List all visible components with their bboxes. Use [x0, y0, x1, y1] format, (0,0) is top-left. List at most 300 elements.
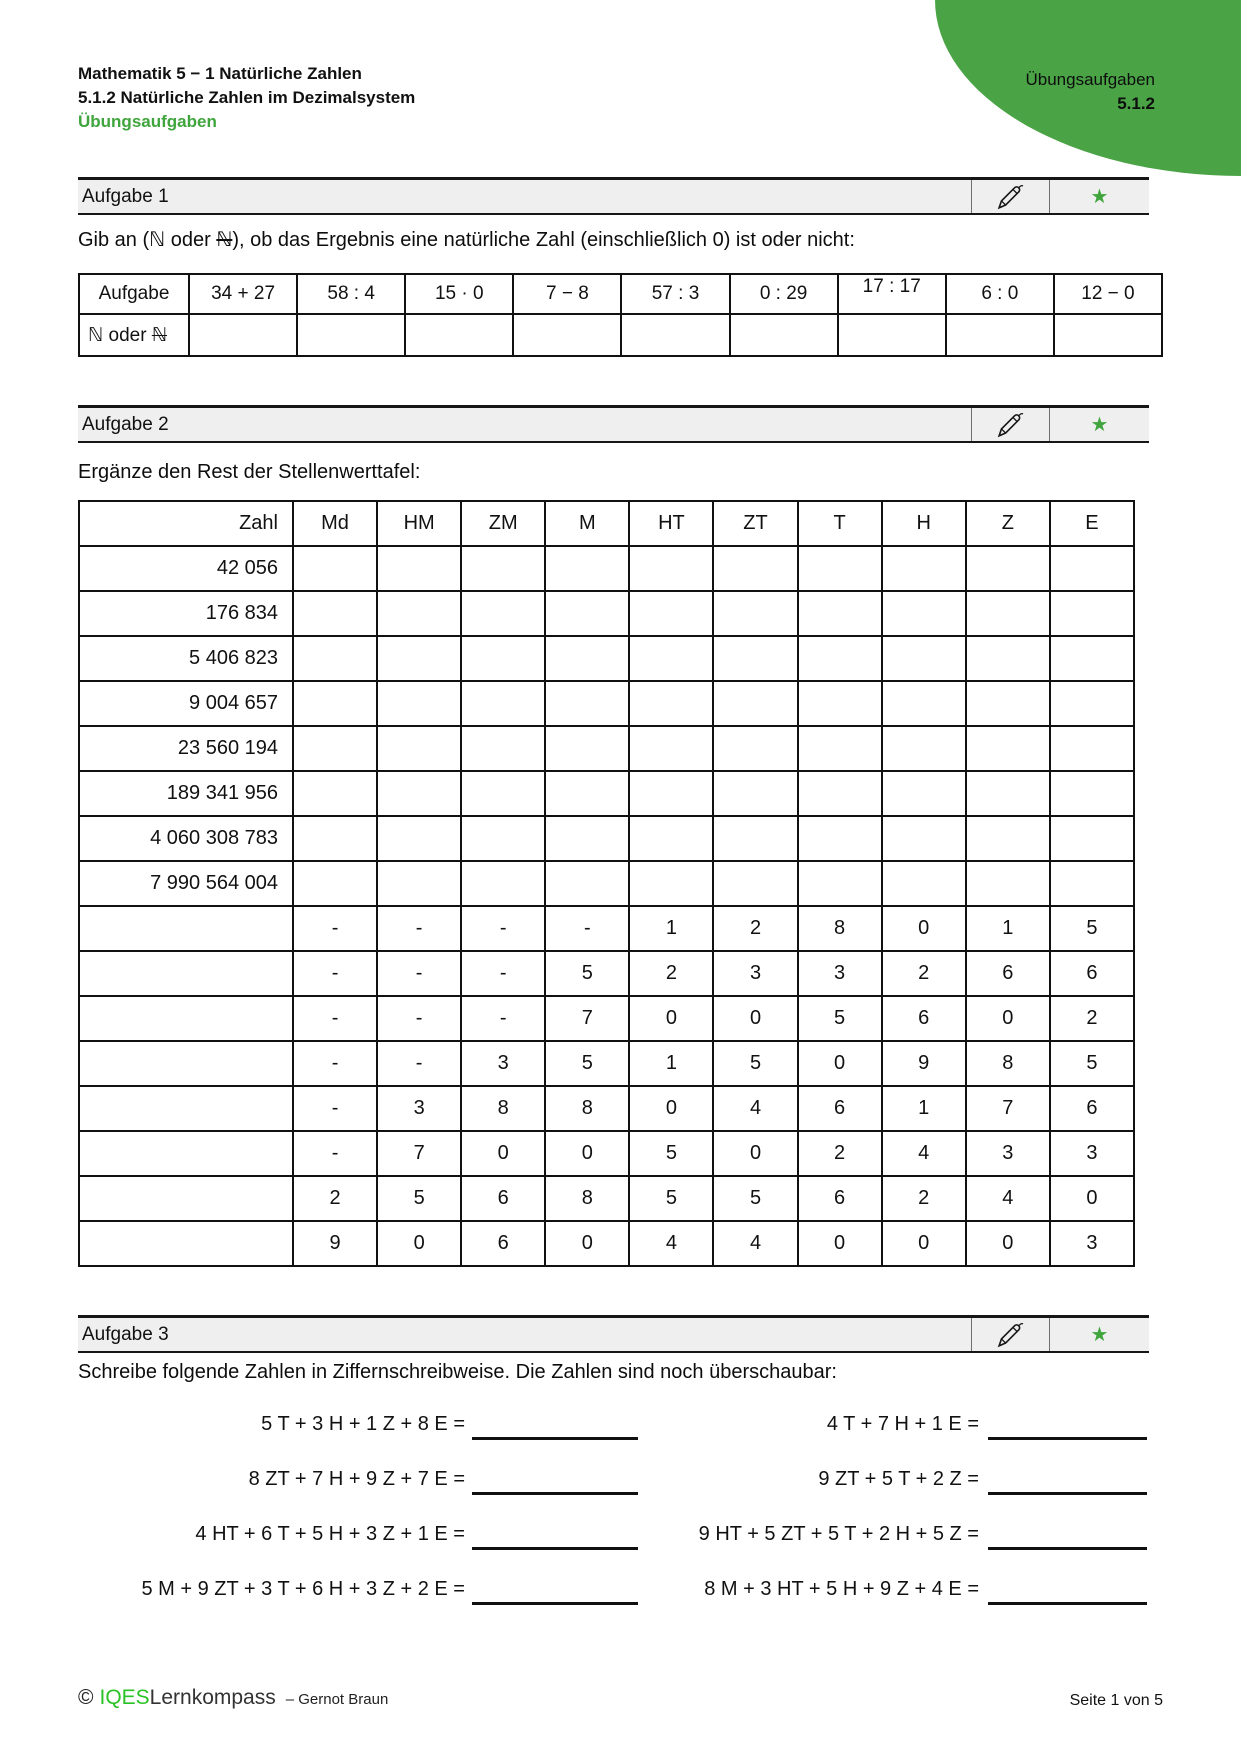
empty-digit-cell: [629, 546, 713, 591]
place-value-header-cell: M: [545, 501, 629, 546]
digit-cell: 5: [798, 996, 882, 1041]
empty-digit-cell: [461, 591, 545, 636]
digit-cell: 9: [293, 1221, 377, 1266]
task1-header-text: 58 : 4: [327, 283, 375, 304]
exercise-row: [78, 1463, 1147, 1518]
empty-zahl-cell: [79, 1041, 293, 1086]
task1-header-text: 0 : 29: [759, 283, 808, 304]
table-row: [79, 1176, 1134, 1221]
empty-digit-cell: [629, 861, 713, 906]
empty-digit-cell: [377, 726, 461, 771]
empty-digit-cell: [293, 816, 377, 861]
digit-cell: 6: [461, 1176, 545, 1221]
empty-digit-cell: [882, 861, 966, 906]
place-value-header-row: [79, 501, 1134, 546]
empty-digit-cell: [713, 636, 797, 681]
star-icon: ★: [1049, 1318, 1149, 1351]
table-row: [79, 591, 1134, 636]
digit-cell: -: [377, 951, 461, 996]
empty-digit-cell: [966, 861, 1050, 906]
place-value-header-cell: ZT: [713, 501, 797, 546]
task1-header-cell: [79, 274, 189, 314]
empty-digit-cell: [966, 771, 1050, 816]
digit-cell: 0: [545, 1131, 629, 1176]
empty-digit-cell: [545, 546, 629, 591]
table-row: [79, 951, 1134, 996]
digit-cell: 0: [461, 1131, 545, 1176]
task1-header-text: 57 : 3: [651, 283, 700, 304]
natural-numbers-symbol: ℕ: [149, 229, 166, 251]
task1-answer-cell: [405, 314, 513, 356]
digit-cell: 7: [377, 1131, 461, 1176]
empty-digit-cell: [293, 636, 377, 681]
empty-digit-cell: [882, 681, 966, 726]
task1-header-cell: [621, 274, 729, 314]
table-row: [79, 861, 1134, 906]
digit-cell: 5: [1050, 906, 1134, 951]
footer-author: – Gernot Braun: [285, 1691, 389, 1708]
digit-cell: -: [293, 1041, 377, 1086]
empty-digit-cell: [713, 726, 797, 771]
exercise-row: [78, 1408, 1147, 1463]
empty-digit-cell: [293, 546, 377, 591]
empty-digit-cell: [966, 681, 1050, 726]
digit-cell: 2: [629, 951, 713, 996]
empty-digit-cell: [798, 546, 882, 591]
task3-exercises: [78, 1408, 1147, 1628]
pencil-icon: [971, 1318, 1049, 1351]
exercise-row: [78, 1573, 1147, 1628]
place-value-header-cell: Z: [966, 501, 1050, 546]
digit-cell: -: [293, 951, 377, 996]
header-line-course: Mathematik 5 − 1 Natürliche Zahlen: [78, 64, 362, 83]
task1-instruction-suffix: ), ob das Ergebnis eine natürliche Zahl (einschließlich 0) ist oder nicht:: [232, 229, 855, 251]
digit-cell: 3: [377, 1086, 461, 1131]
digit-cell: 0: [966, 1221, 1050, 1266]
table-row: [79, 1041, 1134, 1086]
copyright-icon: ©: [78, 1686, 94, 1709]
task1-instruction-prefix: Gib an (: [78, 229, 150, 251]
empty-digit-cell: [629, 726, 713, 771]
answer-blank: [988, 1573, 1147, 1605]
exercise-left: [78, 1408, 638, 1463]
digit-cell: 0: [798, 1041, 882, 1086]
task1-header-text: Aufgabe: [98, 283, 170, 304]
empty-digit-cell: [545, 861, 629, 906]
empty-digit-cell: [545, 726, 629, 771]
not-natural-numbers-symbol: ℕ: [151, 324, 168, 346]
star-icon: ★: [1049, 180, 1149, 213]
empty-digit-cell: [461, 861, 545, 906]
empty-digit-cell: [377, 636, 461, 681]
digit-cell: 3: [713, 951, 797, 996]
empty-digit-cell: [713, 771, 797, 816]
digit-cell: -: [377, 996, 461, 1041]
task1-header-cell: [513, 274, 621, 314]
digit-cell: -: [461, 951, 545, 996]
footer-brand-rest: Lernkompass: [149, 1686, 276, 1709]
table-row: [79, 636, 1134, 681]
task1-table-answer-row: [79, 314, 1162, 356]
digit-cell: 0: [377, 1221, 461, 1266]
digit-cell: 0: [713, 996, 797, 1041]
task1-answer-cell: [513, 314, 621, 356]
digit-cell: 0: [629, 1086, 713, 1131]
digit-cell: 6: [882, 996, 966, 1041]
digit-cell: -: [293, 906, 377, 951]
place-value-header-cell: ZM: [461, 501, 545, 546]
digit-cell: 0: [629, 996, 713, 1041]
task1-header-cell: [297, 274, 405, 314]
answer-blank: [988, 1463, 1147, 1495]
empty-digit-cell: [461, 636, 545, 681]
answer-blank: [472, 1518, 638, 1550]
digit-cell: 0: [1050, 1176, 1134, 1221]
task1-answer-cell: [189, 314, 297, 356]
digit-cell: 1: [882, 1086, 966, 1131]
place-value-header-cell: HT: [629, 501, 713, 546]
digit-cell: 4: [966, 1176, 1050, 1221]
digit-cell: 6: [1050, 951, 1134, 996]
empty-digit-cell: [293, 591, 377, 636]
empty-digit-cell: [882, 816, 966, 861]
digit-cell: 6: [461, 1221, 545, 1266]
empty-digit-cell: [1050, 681, 1134, 726]
empty-digit-cell: [377, 771, 461, 816]
digit-cell: 2: [1050, 996, 1134, 1041]
digit-cell: -: [293, 1086, 377, 1131]
task1-answer-cell: [946, 314, 1054, 356]
place-value-header-cell: H: [882, 501, 966, 546]
digit-cell: 2: [713, 906, 797, 951]
digit-cell: 0: [882, 1221, 966, 1266]
star-icon: ★: [1049, 408, 1149, 441]
place-value-header-cell: E: [1050, 501, 1134, 546]
expression-label: 5 T + 3 H + 1 Z + 8 E =: [261, 1413, 465, 1435]
corner-label: Übungsaufgaben: [1025, 70, 1155, 89]
empty-digit-cell: [966, 546, 1050, 591]
empty-digit-cell: [713, 546, 797, 591]
digit-cell: 2: [293, 1176, 377, 1221]
exercise-right: [638, 1573, 1147, 1628]
digit-cell: 1: [629, 906, 713, 951]
exercise-right: [638, 1408, 1147, 1463]
zahl-cell: 176 834: [79, 591, 293, 636]
digit-cell: -: [377, 1041, 461, 1086]
place-value-header-cell: Md: [293, 501, 377, 546]
digit-cell: 7: [966, 1086, 1050, 1131]
empty-digit-cell: [798, 591, 882, 636]
empty-zahl-cell: [79, 1176, 293, 1221]
digit-cell: 4: [882, 1131, 966, 1176]
digit-cell: 3: [1050, 1131, 1134, 1176]
digit-cell: 8: [798, 906, 882, 951]
empty-digit-cell: [629, 681, 713, 726]
digit-cell: 9: [882, 1041, 966, 1086]
empty-digit-cell: [545, 591, 629, 636]
empty-digit-cell: [377, 546, 461, 591]
table-row: [79, 1086, 1134, 1131]
empty-digit-cell: [461, 726, 545, 771]
digit-cell: 5: [713, 1176, 797, 1221]
answer-blank: [472, 1573, 638, 1605]
task1-bar: [78, 177, 1149, 215]
empty-digit-cell: [798, 771, 882, 816]
answer-blank: [988, 1408, 1147, 1440]
task1-header-cell: [838, 274, 946, 314]
empty-digit-cell: [545, 681, 629, 726]
digit-cell: 3: [461, 1041, 545, 1086]
task3-title: Aufgabe 3: [82, 1323, 169, 1345]
place-value-table: [78, 500, 1135, 1267]
exercise-row: [78, 1518, 1147, 1573]
expression-label: 9 ZT + 5 T + 2 Z =: [818, 1468, 979, 1490]
empty-digit-cell: [713, 816, 797, 861]
header-line-chapter: 5.1.2 Natürliche Zahlen im Dezimalsystem: [78, 88, 416, 107]
footer-brand-iqes: IQES: [99, 1686, 150, 1709]
answer-blank: [472, 1463, 638, 1495]
empty-digit-cell: [461, 681, 545, 726]
answer-blank: [472, 1408, 638, 1440]
digit-cell: 5: [545, 951, 629, 996]
digit-cell: 0: [798, 1221, 882, 1266]
zahl-cell: 7 990 564 004: [79, 861, 293, 906]
task3-instruction: Schreibe folgende Zahlen in Ziffernschreibweise. Die Zahlen sind noch überschaubar:: [78, 1361, 837, 1383]
zahl-cell: 23 560 194: [79, 726, 293, 771]
empty-digit-cell: [377, 861, 461, 906]
digit-cell: 6: [966, 951, 1050, 996]
place-value-header-cell: T: [798, 501, 882, 546]
empty-digit-cell: [629, 636, 713, 681]
place-value-table-body: [79, 546, 1134, 1266]
place-value-header-cell: HM: [377, 501, 461, 546]
expression-label: 5 M + 9 ZT + 3 T + 6 H + 3 Z + 2 E =: [141, 1578, 465, 1600]
digit-cell: 3: [1050, 1221, 1134, 1266]
empty-digit-cell: [798, 861, 882, 906]
digit-cell: 3: [966, 1131, 1050, 1176]
digit-cell: 8: [966, 1041, 1050, 1086]
task3-bar: [78, 1315, 1149, 1353]
corner-code: 5.1.2: [1117, 94, 1155, 113]
empty-digit-cell: [293, 726, 377, 771]
digit-cell: 4: [713, 1086, 797, 1131]
digit-cell: 2: [882, 1176, 966, 1221]
zahl-cell: 42 056: [79, 546, 293, 591]
digit-cell: 8: [545, 1176, 629, 1221]
natural-numbers-symbol: ℕ: [88, 324, 104, 346]
exercise-right: [638, 1518, 1147, 1573]
empty-digit-cell: [545, 771, 629, 816]
empty-digit-cell: [377, 681, 461, 726]
task1-header-cell: [189, 274, 297, 314]
digit-cell: 5: [629, 1131, 713, 1176]
task1-header-cell: [1054, 274, 1162, 314]
empty-digit-cell: [713, 681, 797, 726]
footer-brand: [78, 1686, 388, 1710]
answer-blank: [988, 1518, 1147, 1550]
digit-cell: 6: [1050, 1086, 1134, 1131]
task1-answer-cell: [730, 314, 838, 356]
task1-answer-cell: [838, 314, 946, 356]
task1-title: Aufgabe 1: [82, 185, 169, 207]
digit-cell: 5: [713, 1041, 797, 1086]
page-header: [78, 62, 415, 134]
empty-digit-cell: [293, 681, 377, 726]
empty-digit-cell: [1050, 591, 1134, 636]
empty-digit-cell: [713, 861, 797, 906]
digit-cell: 4: [713, 1221, 797, 1266]
task1-header-text: 15 · 0: [434, 283, 484, 304]
task1-header-text: 17 : 17: [862, 276, 921, 297]
table-row: [79, 996, 1134, 1041]
task1-header-text: 34 + 27: [211, 283, 276, 304]
empty-digit-cell: [882, 546, 966, 591]
zahl-cell: 189 341 956: [79, 771, 293, 816]
empty-digit-cell: [1050, 771, 1134, 816]
digit-cell: 5: [1050, 1041, 1134, 1086]
task1-header-cell: [405, 274, 513, 314]
page-number: Seite 1 von 5: [1069, 1692, 1163, 1709]
task1-answer-label: [79, 314, 189, 356]
empty-digit-cell: [293, 861, 377, 906]
empty-digit-cell: [798, 681, 882, 726]
empty-digit-cell: [1050, 861, 1134, 906]
task2-instruction: Ergänze den Rest der Stellenwerttafel:: [78, 461, 421, 483]
task2-title: Aufgabe 2: [82, 413, 169, 435]
empty-digit-cell: [882, 591, 966, 636]
task1-answer-cell: [621, 314, 729, 356]
empty-digit-cell: [545, 636, 629, 681]
task1-instruction: [78, 227, 855, 252]
table-row: [79, 1221, 1134, 1266]
digit-cell: 0: [966, 996, 1050, 1041]
task2-bar: [78, 405, 1149, 443]
place-value-header-cell: Zahl: [79, 501, 293, 546]
expression-label: 9 HT + 5 ZT + 5 T + 2 H + 5 Z =: [698, 1523, 979, 1545]
digit-cell: 6: [798, 1176, 882, 1221]
digit-cell: 5: [629, 1176, 713, 1221]
expression-label: 4 T + 7 H + 1 E =: [826, 1413, 979, 1435]
digit-cell: 1: [629, 1041, 713, 1086]
exercise-left: [78, 1518, 638, 1573]
empty-digit-cell: [966, 636, 1050, 681]
corner-badge-text: [1025, 68, 1155, 116]
digit-cell: 0: [545, 1221, 629, 1266]
digit-cell: 8: [461, 1086, 545, 1131]
digit-cell: 2: [798, 1131, 882, 1176]
empty-digit-cell: [882, 726, 966, 771]
task1-answer-cell: [297, 314, 405, 356]
zahl-cell: 9 004 657: [79, 681, 293, 726]
expression-label: 4 HT + 6 T + 5 H + 3 Z + 1 E =: [195, 1523, 465, 1545]
empty-digit-cell: [377, 816, 461, 861]
empty-digit-cell: [1050, 546, 1134, 591]
table-row: [79, 1131, 1134, 1176]
table-row: [79, 546, 1134, 591]
digit-cell: 1: [966, 906, 1050, 951]
empty-digit-cell: [461, 771, 545, 816]
empty-digit-cell: [629, 771, 713, 816]
pencil-icon: [971, 408, 1049, 441]
empty-zahl-cell: [79, 1086, 293, 1131]
task1-table-header-row: [79, 274, 1162, 314]
exercise-left: [78, 1573, 638, 1628]
table-row: [79, 771, 1134, 816]
task1-header-text: 6 : 0: [981, 283, 1019, 304]
pencil-icon: [971, 180, 1049, 213]
digit-cell: -: [461, 996, 545, 1041]
empty-zahl-cell: [79, 1131, 293, 1176]
digit-cell: 2: [882, 951, 966, 996]
empty-zahl-cell: [79, 996, 293, 1041]
table-row: [79, 816, 1134, 861]
header-line-type: Übungsaufgaben: [78, 112, 217, 131]
task1-header-text: 7 − 8: [545, 283, 589, 304]
task1-table: [78, 273, 1163, 357]
not-natural-numbers-symbol: ℕ: [216, 229, 233, 251]
zahl-cell: 5 406 823: [79, 636, 293, 681]
digit-cell: 5: [545, 1041, 629, 1086]
digit-cell: 7: [545, 996, 629, 1041]
table-row: [79, 726, 1134, 771]
empty-zahl-cell: [79, 1221, 293, 1266]
expression-label: 8 M + 3 HT + 5 H + 9 Z + 4 E =: [704, 1578, 979, 1600]
empty-digit-cell: [461, 816, 545, 861]
empty-digit-cell: [798, 816, 882, 861]
empty-digit-cell: [545, 816, 629, 861]
task1-header-cell: [946, 274, 1054, 314]
table-row: [79, 906, 1134, 951]
digit-cell: 8: [545, 1086, 629, 1131]
digit-cell: 0: [882, 906, 966, 951]
exercise-right: [638, 1463, 1147, 1518]
empty-zahl-cell: [79, 906, 293, 951]
task1-answer-cell: [1054, 314, 1162, 356]
empty-digit-cell: [461, 546, 545, 591]
exercise-left: [78, 1463, 638, 1518]
empty-digit-cell: [293, 771, 377, 816]
zahl-cell: 4 060 308 783: [79, 816, 293, 861]
empty-digit-cell: [377, 591, 461, 636]
empty-digit-cell: [966, 726, 1050, 771]
digit-cell: 6: [798, 1086, 882, 1131]
digit-cell: 5: [377, 1176, 461, 1221]
expression-label: 8 ZT + 7 H + 9 Z + 7 E =: [248, 1468, 465, 1490]
digit-cell: -: [293, 1131, 377, 1176]
empty-digit-cell: [1050, 726, 1134, 771]
table-row: [79, 681, 1134, 726]
empty-digit-cell: [798, 726, 882, 771]
empty-digit-cell: [966, 816, 1050, 861]
task1-header-text: 12 − 0: [1081, 283, 1135, 304]
empty-zahl-cell: [79, 951, 293, 996]
answer-label-middle: oder: [103, 324, 152, 346]
empty-digit-cell: [713, 591, 797, 636]
empty-digit-cell: [882, 771, 966, 816]
empty-digit-cell: [798, 636, 882, 681]
task1-instruction-middle: oder: [165, 229, 217, 251]
digit-cell: -: [545, 906, 629, 951]
empty-digit-cell: [629, 816, 713, 861]
digit-cell: 0: [713, 1131, 797, 1176]
digit-cell: 3: [798, 951, 882, 996]
digit-cell: 4: [629, 1221, 713, 1266]
empty-digit-cell: [966, 591, 1050, 636]
digit-cell: -: [293, 996, 377, 1041]
empty-digit-cell: [1050, 636, 1134, 681]
digit-cell: -: [461, 906, 545, 951]
digit-cell: -: [377, 906, 461, 951]
